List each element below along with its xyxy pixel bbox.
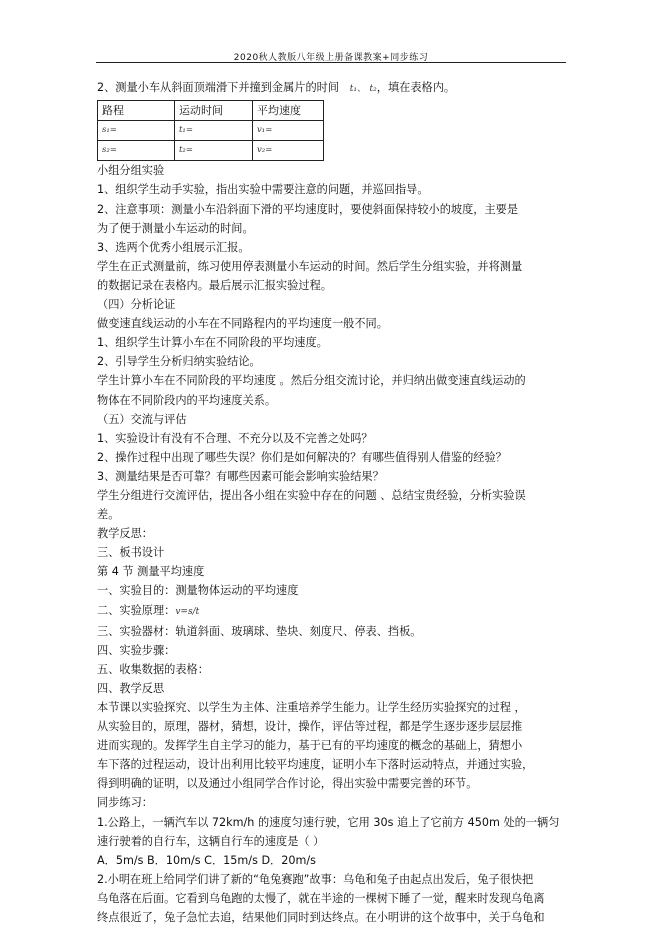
paragraph-line: 一、实验目的：测量物体运动的平均速度 bbox=[97, 584, 299, 598]
t2-symbol: t₂ bbox=[369, 84, 377, 94]
paragraph-line: 得到明确的证明，以及通过小组同学合作讨论，得出实验中需要完善的环节。 bbox=[97, 777, 478, 791]
paragraph-line bbox=[97, 601, 565, 622]
section-heading: （五）交流与评估 bbox=[97, 412, 187, 426]
paragraph-line: 2、注意事项：测量小车沿斜面下滑的平均速度时，要使斜面保持较小的坡度，主要是 bbox=[97, 202, 519, 216]
table-cell: s₁= bbox=[98, 121, 175, 141]
paragraph-line: 学生在正式测量前，练习使用停表测量小车运动的时间。然后学生分组实验，并将测量 bbox=[97, 259, 523, 273]
paragraph-line: 3、选两个优秀小组展示汇报。 bbox=[97, 240, 250, 254]
table-row bbox=[98, 121, 324, 141]
document-body bbox=[97, 78, 565, 927]
page-header: 2020秋人教版八年级上册备课教案+同步练习 bbox=[233, 53, 429, 63]
section-heading: 三、板书设计 bbox=[97, 546, 165, 560]
table-cell: v₂= bbox=[253, 141, 324, 161]
question-line: 乌龟落在后面。它看到乌龟跑的太慢了，就在半途的一棵树下睡了一觉，醒来时发现乌龟离 bbox=[97, 891, 545, 905]
paragraph-line: 为了便于测量小车运动的时间。 bbox=[97, 221, 254, 235]
paragraph-line: 五、收集数据的表格： bbox=[97, 662, 209, 676]
paragraph-line: 1、组织学生计算小车在不同阶段的平均速度。 bbox=[97, 336, 328, 350]
header-divider bbox=[96, 62, 566, 63]
table-header-row bbox=[98, 101, 324, 121]
answer-options: A．5m/s B．10m/s C．15m/s D．20m/s bbox=[97, 853, 316, 867]
t1-symbol: t₁、 bbox=[349, 84, 366, 94]
paragraph-line: 车下落的过程运动，设计出利用比较平均速度，证明小车下落时运动特点，并通过实验， bbox=[97, 758, 534, 772]
measure-tail: ，填在表格内。 bbox=[376, 81, 456, 94]
paragraph-line: 物体在不同阶段内的平均速度关系。 bbox=[97, 393, 277, 407]
principle-label: 二、实验原理： bbox=[97, 603, 176, 617]
table-header: 运动时间 bbox=[175, 101, 253, 121]
paragraph-line: 学生计算小车在不同阶段的平均速度 。然后分组交流讨论，并归纳出做变速直线运动的 bbox=[97, 374, 526, 388]
paragraph-line: 2、引导学生分析归纳实验结论。 bbox=[97, 355, 261, 369]
question-line: 速行驶着的自行车，这辆自行车的速度是（ ） bbox=[97, 834, 325, 848]
paragraph-line: 3、测量结果是否可靠？有哪些因素可能会影响实验结果？ bbox=[97, 469, 384, 483]
paragraph-line: 2、操作过程中出现了哪些失误？你们是如何解决的？有哪些值得别人借鉴的经验？ bbox=[97, 450, 507, 464]
table-header: 路程 bbox=[98, 101, 175, 121]
table-cell: t₁= bbox=[175, 121, 253, 141]
section-heading: 教学反思： bbox=[97, 527, 153, 541]
section-heading: 同步练习： bbox=[97, 796, 153, 810]
data-table bbox=[97, 100, 324, 161]
question-line: 终点很近了，兔子急忙去追，结果他们同时到达终点。在小明讲的这个故事中，关于乌龟和 bbox=[97, 911, 545, 925]
table-cell: t₂= bbox=[175, 141, 253, 161]
paragraph-line: 的数据记录在表格内。最后展示汇报实验过程。 bbox=[97, 278, 332, 292]
table-cell: v₁= bbox=[253, 121, 324, 141]
paragraph-line: 差。 bbox=[97, 508, 120, 522]
section-heading: 小组分组实验 bbox=[97, 164, 165, 178]
paragraph-line: 本节课以实验探究、以学生为主体、注重培养学生能力。让学生经历实验探究的过程 ， bbox=[97, 701, 526, 714]
measure-text: 2、测量小车从斜面顶端滑下并撞到金属片的时间 bbox=[97, 81, 340, 94]
paragraph-line: 做变速直线运动的小车在不同路程内的平均速度一般不同。 bbox=[97, 317, 388, 331]
paragraph-line: 四、实验步骤： bbox=[97, 643, 176, 657]
table-row bbox=[98, 141, 324, 161]
measure-instruction bbox=[97, 78, 565, 99]
section-heading: 四、教学反思 bbox=[97, 681, 165, 695]
paragraph-line: 1、组织学生动手实验，指出实验中需要注意的问题，并巡回指导。 bbox=[97, 183, 429, 197]
paragraph-line: 1、实验设计有没有不合理、不充分以及不完善之处吗？ bbox=[97, 431, 373, 445]
paragraph-line: 三、实验器材：轨道斜面、玻璃球、垫块、刻度尺、停表、挡板。 bbox=[97, 624, 422, 638]
question-line: 2.小明在班上给同学们讲了新的“龟兔赛跑”故事：乌龟和兔子由起点出发后，兔子很快把 bbox=[97, 872, 534, 886]
paragraph-line: 从实验目的，原理，器材，猜想，设计，操作，评估等过程，都是学生逐步逐步层层推 bbox=[97, 720, 523, 734]
principle-formula: v=s/t bbox=[175, 606, 200, 617]
section-heading: （四）分析论证 bbox=[97, 298, 176, 312]
table-cell: s₂= bbox=[98, 141, 175, 161]
question-line: 1.公路上，一辆汽车以 72km/h 的速度匀速行驶，它用 30s 追上了它前方 450m 处的一辆匀 bbox=[97, 815, 560, 829]
table-header: 平均速度 bbox=[253, 101, 324, 121]
paragraph-line: 学生分组进行交流评估，提出各小组在实验中存在的问题 、总结宝贵经验，分析实验误 bbox=[97, 488, 526, 502]
paragraph-line: 进而实现的。发挥学生自主学习的能力，基于已有的平均速度的概念的基础上，猜想小 bbox=[97, 739, 523, 753]
section-heading: 第 4 节 测量平均速度 bbox=[97, 565, 205, 579]
